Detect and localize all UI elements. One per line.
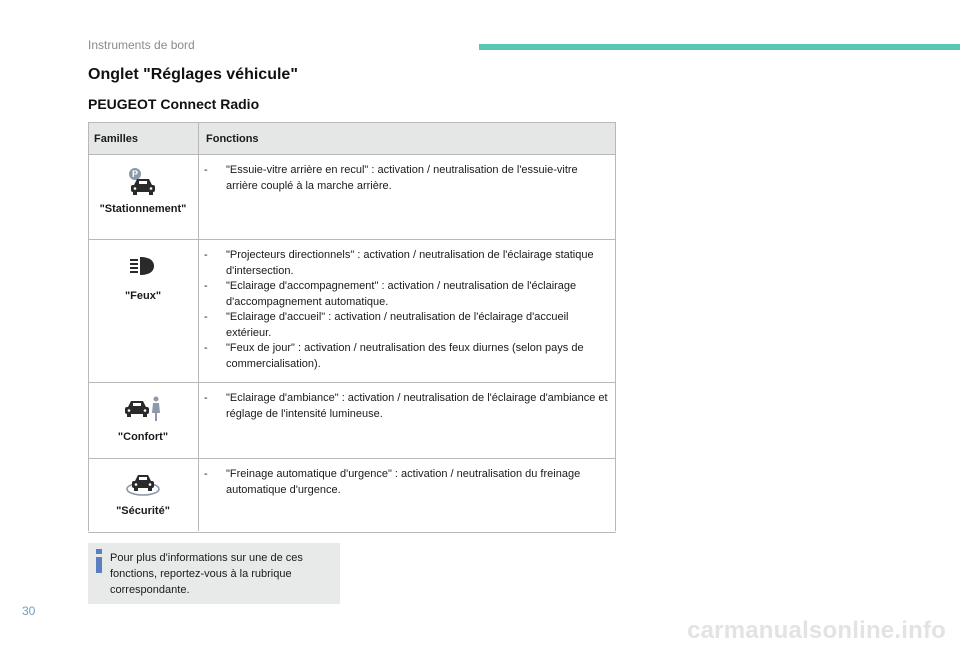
info-text: Pour plus d'informations sur une de ces fonctions, reportez-vous à la rubrique correspondante.	[110, 552, 303, 596]
table-header-row	[88, 123, 616, 155]
functions-cell	[198, 240, 616, 383]
page-subtitle: PEUGEOT Connect Radio	[88, 96, 260, 112]
parking-car-icon	[128, 167, 158, 197]
column-header-families: Familles	[88, 123, 198, 155]
family-label: "Stationnement"	[99, 203, 187, 215]
safety-car-icon	[125, 471, 161, 497]
table-column-divider	[198, 122, 199, 531]
watermark: carmanualsonline.info	[687, 617, 946, 644]
family-cell	[88, 459, 198, 533]
function-item: - "Eclairage d'ambiance" : activation / neutralisation de l'éclairage d'ambiance et réglage de l'intensité lumineuse.	[204, 392, 608, 420]
function-item: - "Eclairage d'accueil" : activation / neutralisation de l'éclairage d'accueil extérieur.	[204, 311, 569, 339]
functions-cell	[198, 383, 616, 459]
section-title: Instruments de bord	[88, 38, 195, 52]
table-row	[88, 240, 616, 383]
page-title: Onglet "Réglages véhicule"	[88, 66, 298, 83]
family-cell	[88, 240, 198, 383]
function-item: - "Essuie-vitre arrière en recul" : activation / neutralisation de l'essuie-vitre arrière couplé à la marche arrière.	[204, 164, 578, 192]
page-number: 30	[22, 604, 36, 618]
functions-list	[204, 459, 612, 498]
headlight-icon	[128, 254, 158, 278]
family-cell	[88, 155, 198, 240]
functions-list	[204, 240, 612, 372]
function-item: - "Projecteurs directionnels" : activation / neutralisation de l'éclairage statique d'intersection.	[204, 249, 594, 277]
family-cell	[88, 383, 198, 459]
functions-list	[204, 155, 612, 194]
function-item: - "Eclairage d'accompagnement" : activation / neutralisation de l'éclairage d'accompagnement automatique.	[204, 280, 577, 308]
table-row	[88, 155, 616, 240]
table-row	[88, 459, 616, 533]
functions-cell	[198, 459, 616, 533]
function-item: - "Freinage automatique d'urgence" : activation / neutralisation du freinage automatique d'urgence.	[204, 468, 581, 496]
functions-cell	[198, 155, 616, 240]
functions-list	[204, 383, 612, 422]
features-table	[88, 122, 616, 533]
family-label: "Sécurité"	[116, 505, 170, 517]
section-accent-bar	[479, 44, 960, 50]
table-border-right	[615, 122, 616, 531]
table-border-left	[88, 122, 89, 531]
table-row	[88, 383, 616, 459]
function-item: - "Feux de jour" : activation / neutralisation des feux diurnes (selon pays de commercialisation).	[204, 342, 584, 370]
info-box	[88, 543, 340, 604]
comfort-car-person-icon	[123, 395, 163, 423]
info-icon	[94, 549, 104, 573]
svg-text:P: P	[131, 169, 139, 179]
family-label: "Feux"	[124, 290, 162, 302]
family-label: "Confort"	[117, 431, 169, 443]
column-header-functions: Fonctions	[198, 123, 616, 155]
